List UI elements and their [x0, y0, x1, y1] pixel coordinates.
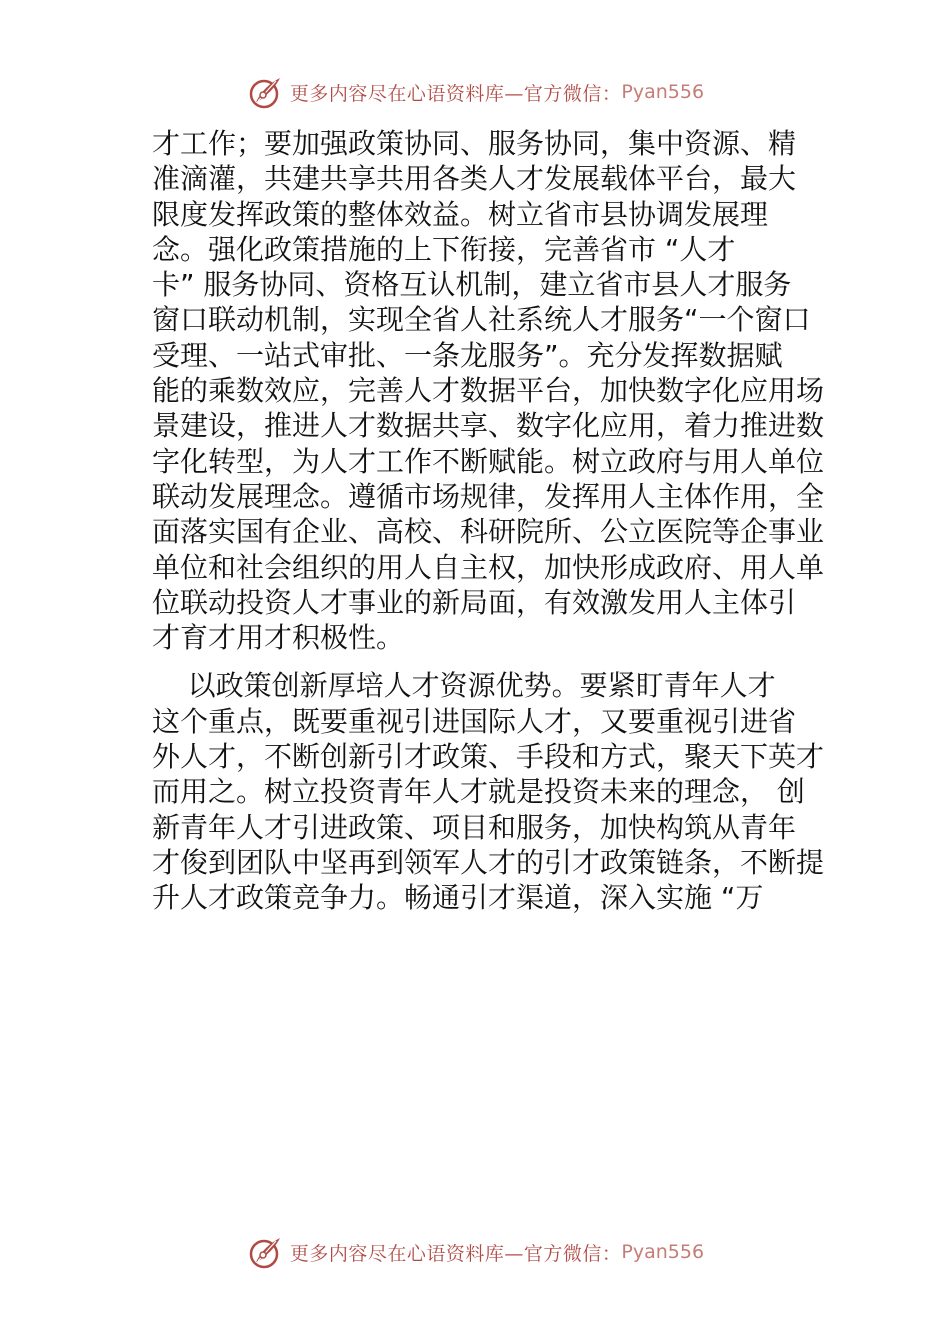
text-line: 能的乘数效应，完善人才数据平台，加快数字化应用场	[152, 374, 825, 408]
quill-pen-logo-icon	[246, 72, 286, 112]
text-line: 外人才，不断创新引才政策、手段和方式，聚天下英才	[152, 740, 825, 774]
text-line: 卡” 服务协同、资格互认机制，建立省市县人才服务	[152, 268, 792, 302]
header-wechat-id: Pyan556	[621, 81, 705, 103]
text-line: 这个重点，既要重视引进国际人才，又要重视引进省	[152, 704, 797, 738]
footer-brand-text: 更多内容尽在心语资料库—官方微信：	[289, 1242, 622, 1265]
text-line: 念。强化政策措施的上下衔接，完善省市 “人才	[152, 232, 736, 266]
footer-banner	[0, 1232, 950, 1272]
text-line: 以政策创新厚培人才资源优势。要紧盯青年人才	[152, 669, 776, 703]
text-line: 字化转型，为人才工作不断赋能。树立政府与用人单位	[152, 444, 825, 478]
text-line: 受理、一站式审批、一条龙服务”。充分发挥数据赋	[152, 338, 783, 372]
header-brand-text: 更多内容尽在心语资料库—官方微信：	[289, 82, 622, 105]
text-line: 位联动投资人才事业的新局面，有效激发用人主体引	[152, 585, 797, 619]
text-line: 景建设，推进人才数据共享、数字化应用，着力推进数	[152, 409, 825, 443]
text-line: 升人才政策竞争力。畅通引才渠道，深入实施 “万	[152, 881, 764, 915]
text-line: 窗口联动机制，实现全省人社系统人才服务“一个窗口	[152, 303, 811, 337]
footer-wechat-id: Pyan556	[621, 1241, 705, 1263]
text-line: 而用之。树立投资青年人才就是投资未来的理念， 创	[152, 775, 805, 809]
paragraph-2	[152, 668, 825, 915]
header-banner	[0, 72, 950, 112]
text-line: 才工作；要加强政策协同、服务协同，集中资源、精	[152, 127, 797, 160]
text-line: 联动发展理念。遵循市场规律，发挥用人主体作用，全	[152, 479, 825, 513]
text-line: 限度发挥政策的整体效益。树立省市县协调发展理	[152, 197, 769, 231]
text-line: 才俊到团队中坚再到领军人才的引才政策链条，不断提	[152, 845, 825, 879]
document-body	[152, 126, 825, 916]
paragraph-spacer	[152, 655, 822, 668]
text-line: 准滴灌，共建共享共用各类人才发展载体平台，最大	[152, 162, 797, 196]
paragraph-1	[152, 126, 825, 655]
text-line: 面落实国有企业、高校、科研院所、公立医院等企事业	[152, 515, 825, 549]
quill-pen-logo-icon	[246, 1232, 286, 1272]
text-line: 才育才用才积极性。	[152, 621, 405, 655]
text-line: 单位和社会组织的用人自主权，加快形成政府、用人单	[152, 550, 825, 584]
text-line: 新青年人才引进政策、项目和服务，加快构筑从青年	[152, 810, 797, 844]
